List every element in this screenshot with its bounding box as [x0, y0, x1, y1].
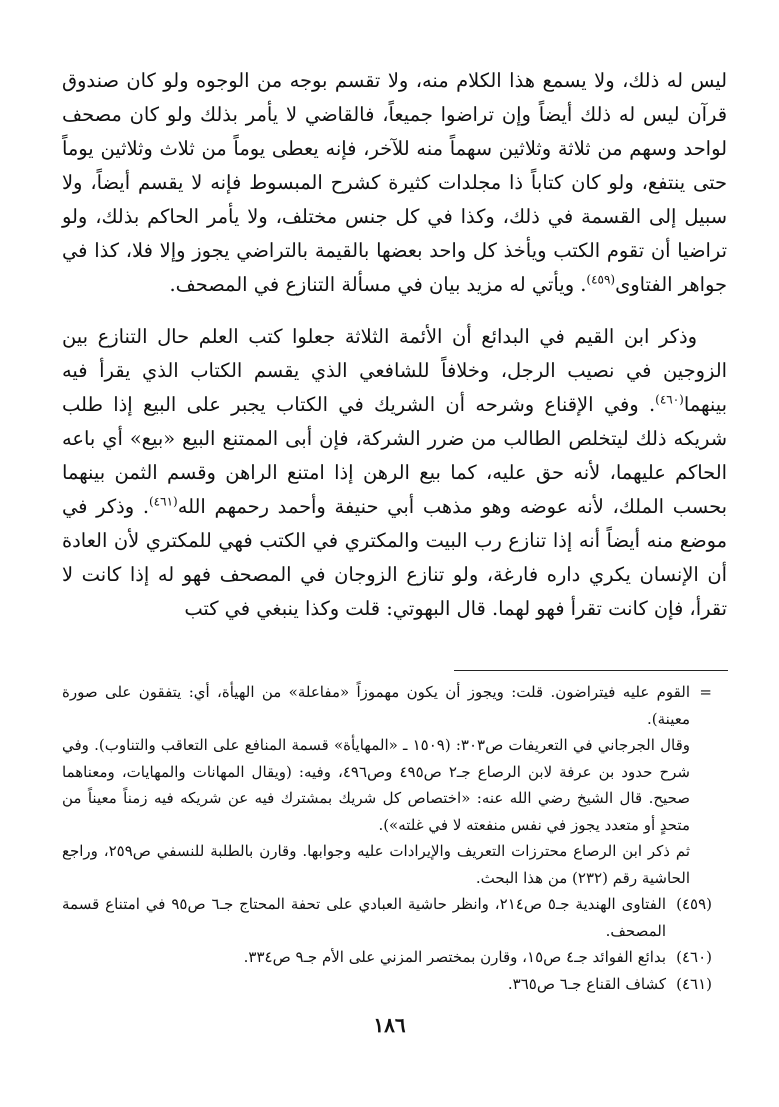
footnote-ref-459: (٤٥٩)	[586, 272, 616, 287]
footnote-text: كشاف القناع جـ٦ ص٣٦٥.	[507, 974, 666, 993]
paragraph-2-text-b: . وفي الإقناع وشرحه أن الشريك في الكتاب يجبر على البيع إذا طلب شريكه ذلك ليتخلص الطالب من ضرر الشركة، فإن أبى الممتنع البيع «بيع» أي باعه الحاكم عليهما، لأنه حق عليه، كما بيع الرهن إذا امتنع الراهن وقسم الثمن بينهما بحسب الملك، لأنه عوضه وهو مذهب أبي حنيفة وأحمد رحمهم الله	[62, 393, 727, 518]
footnote-ref-461: (٤٦١)	[148, 494, 178, 509]
paragraph-2-text-c: . وذكر في موضع منه أيضاً أنه إذا تنازع رب البيت والمكتري في الكتب فهي للمكتري لأن العادة أن الإنسان يكري داره فارغة، ولو تنازع الزوجان في المصحف فهو له إذا كانت لا تقرأ، فإن كانت تقرأ فهو لهما. قال البهوتي: قلت وكذا ينبغي في كتب	[62, 495, 727, 620]
continuation-line-3: ثم ذكر ابن الرصاع محترزات التعريف والإيرادات عليه وجوابها. وقارن بالطلبة للنسفي ص٢٥٩، وراجع الحاشية رقم (٢٣٢) من هذا البحث.	[62, 842, 690, 887]
footnote-text: بدائع الفوائد جـ٤ ص١٥، وقارن بمختصر المزني على الأم جـ٩ ص٣٣٤.	[243, 948, 666, 966]
main-text	[62, 64, 727, 626]
footnote-number: (٤٥٩)	[676, 895, 712, 913]
continuation-mark: =	[699, 683, 712, 701]
paragraph-1	[62, 64, 727, 302]
footnote-text: الفتاوى الهندية جـ٥ ص٢١٤، وانظر حاشية العبادي على تحفة المحتاج جـ٦ ص٩٥ في امتناع قسمة المصحف.	[62, 895, 666, 940]
footnote-continuation	[62, 679, 712, 891]
paragraph-1-text: ليس له ذلك، ولا يسمع هذا الكلام منه، ولا تقسم بوجه من الوجوه ولو كان صندوق قرآن ليس له ذلك أيضاً وإن تراضوا جميعاً، فالقاضي لا يأمر بذلك ولو كان مصحف لواحد وسهم من ثلاثة وثلاثين سهماً منه للآخر، فإنه يعطى يوماً من ثلاث وثلاثين يوماً حتى ينتفع، ولو كان كتاباً ذا مجلدات كثيرة كشرح المبسوط فإنه لا يقسم أيضاً، ولا سبيل إلى القسمة في ذلك، وكذا في كل جنس مختلف، ولا يأمر الحاكم بذلك، ولو تراضيا أن تقوم الكتب ويأخذ كل واحد بعضها بالقيمة بالتراضي يجوز وإلا فلا، كذا في جواهر الفتاوى	[62, 69, 727, 296]
footnote-separator	[454, 670, 728, 671]
paragraph-1-end: . ويأتي له مزيد بيان في مسألة التنازع في المصحف.	[169, 273, 587, 296]
footnote-ref-460: (٤٦٠)	[655, 392, 684, 407]
footnote-number: (٤٦٠)	[676, 948, 712, 966]
paragraph-2	[62, 320, 727, 626]
page-number: ١٨٦	[373, 1013, 406, 1037]
continuation-line-1: القوم عليه فيتراضون. قلت: ويجوز أن يكون مهموزاً «مفاعلة» من الهيأة، أي: يتفقون على صورة معينة).	[62, 683, 690, 728]
paragraph-2-text-a: وذكر ابن القيم في البدائع أن الأئمة الثلاثة جعلوا كتب العلم حال التنازع بين الزوجين في نصيب الرجل، وخلافاً للشافعي الذي يقسم الكتاب الذي يقرأ فيه بينهما	[62, 325, 727, 416]
footnote-number: (٤٦١)	[676, 974, 712, 993]
paragraph-gap	[62, 302, 727, 320]
footnote-460	[62, 944, 712, 971]
footnote-459	[62, 891, 712, 944]
footnotes	[62, 679, 712, 997]
footnote-461	[62, 971, 712, 998]
continuation-line-2: وقال الجرجاني في التعريفات ص٣٠٣: (١٥٠٩ ـ «المهايأة» قسمة المنافع على التعاقب والتناوب). وفي شرح حدود بن عرفة لابن الرصاع جـ٢ ص٤٩٥ وص٤٩٦، وفيه: (ويقال المهانات والمهايات، ومعناهما صحيح. قال الشيخ رضي الله عنه: «اختصاص كل شريك بمشترك فيه عن شريكه فيه زمناً معيناً من متحدٍ أو متعدد يجوز في نفس منفعته لا في غلته»).	[62, 736, 690, 834]
